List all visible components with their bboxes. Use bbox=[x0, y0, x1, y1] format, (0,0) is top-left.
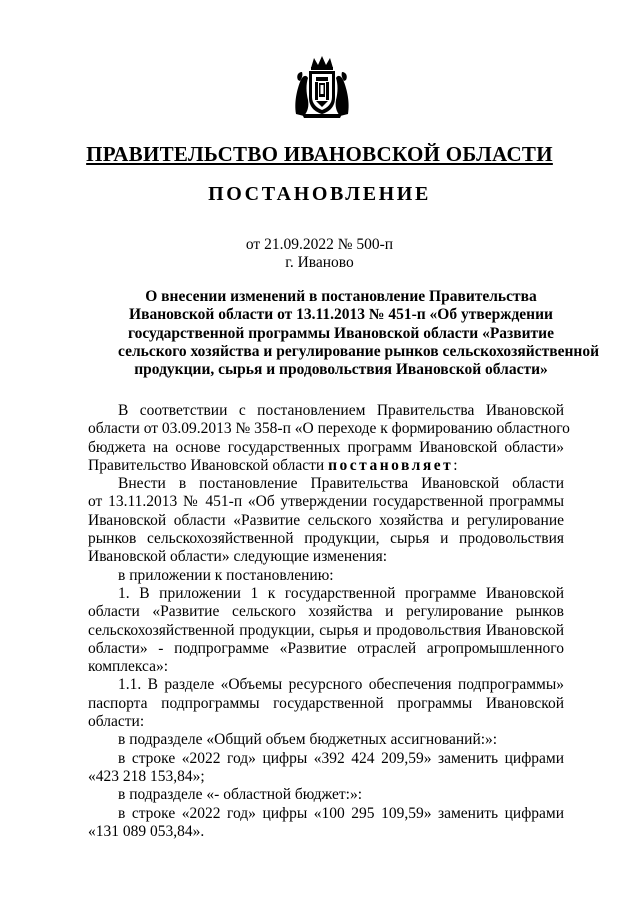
body-line: Ивановской области «Развитие сельского хозяйства и регулирование bbox=[88, 511, 564, 529]
decree-keyword: постановляет bbox=[328, 456, 454, 474]
body-text: : bbox=[453, 456, 458, 474]
body-line: Ивановской области» следующие изменения: bbox=[88, 548, 388, 566]
subject-line: государственной программы Ивановской области «Развитие bbox=[127, 324, 554, 342]
document-subject bbox=[118, 288, 600, 379]
subject-line: Ивановской области от 13.11.2013 № 451-п «Об утверждении bbox=[129, 306, 553, 324]
body-line: 1. В приложении 1 к государственной программе Ивановской bbox=[118, 584, 564, 602]
document-body bbox=[88, 402, 570, 841]
coat-of-arms-icon bbox=[294, 56, 350, 118]
body-line: области «Развитие сельского хозяйства и регулирование рынков bbox=[88, 603, 564, 621]
body-line: в подразделе «- областной бюджет:»: bbox=[118, 786, 363, 804]
date-number: от 21.09.2022 № 500-п bbox=[245, 236, 394, 253]
body-line: области» - подпрограмме «Развитие отраслей агропромышленного bbox=[88, 639, 564, 657]
document-type: ПОСТАНОВЛЕНИЕ bbox=[208, 183, 431, 205]
body-line: комплекса»: bbox=[88, 658, 169, 676]
body-line: области от 03.09.2013 № 358-п «О переходе к формированию областного bbox=[88, 420, 570, 438]
body-line: сельскохозяйственной продукции, сырья и продовольствия Ивановской bbox=[88, 621, 564, 639]
body-line: 1.1. В разделе «Объемы ресурсного обеспечения подпрограммы» bbox=[118, 676, 564, 694]
body-line: «423 218 153,84»; bbox=[88, 767, 205, 785]
body-line: бюджета на основе государственных программ Ивановской области» bbox=[88, 438, 564, 456]
body-line: области: bbox=[88, 713, 145, 731]
subject-line: О внесении изменений в постановление Правительства bbox=[145, 288, 537, 305]
body-line: в строке «2022 год» цифры «392 424 209,59» заменить цифрами bbox=[118, 749, 564, 767]
body-text: Правительство Ивановской области bbox=[88, 456, 325, 474]
subject-line: сельского хозяйства и регулирование рынков сельскохозяйственной bbox=[118, 342, 600, 360]
coat-of-arms-graphic bbox=[294, 56, 350, 118]
body-line: В соответствии с постановлением Правительства Ивановской bbox=[118, 402, 564, 419]
city: г. Иваново bbox=[285, 254, 354, 271]
body-line: рынков сельскохозяйственной продукции, сырья и продовольствия bbox=[88, 530, 564, 548]
body-line bbox=[88, 457, 564, 475]
body-line: Внести в постановление Правительства Ивановской области bbox=[118, 475, 564, 493]
body-line: в приложении к постановлению: bbox=[118, 566, 334, 584]
body-line: «131 089 053,84». bbox=[88, 822, 205, 840]
body-line: паспорта подпрограммы государственной программы Ивановской bbox=[88, 694, 564, 712]
subject-line: продукции, сырья и продовольствия Ивановской области» bbox=[134, 361, 548, 379]
body-line: от 13.11.2013 № 451-п «Об утверждении государственной программы bbox=[88, 493, 564, 511]
government-title: ПРАВИТЕЛЬСТВО ИВАНОВСКОЙ ОБЛАСТИ bbox=[86, 142, 553, 166]
body-line: в строке «2022 год» цифры «100 295 109,59» заменить цифрами bbox=[118, 804, 564, 822]
body-line: в подразделе «Общий объем бюджетных ассигнований:»: bbox=[118, 731, 498, 749]
